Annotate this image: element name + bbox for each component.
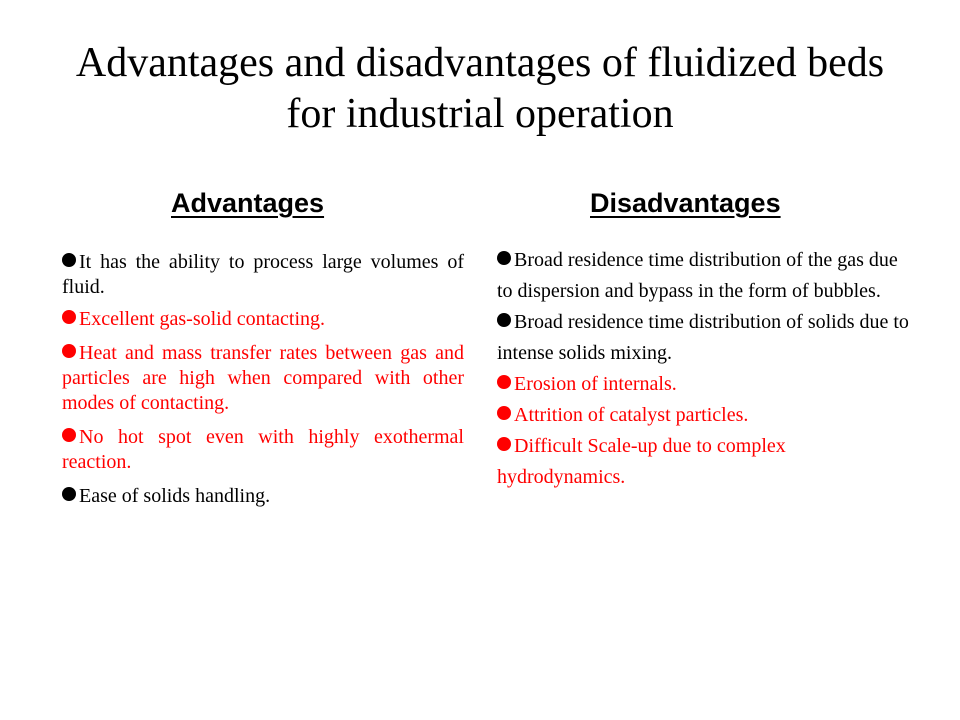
- advantage-item-text: It has the ability to process large volumes of fluid.: [62, 251, 464, 298]
- advantage-item: [62, 425, 464, 475]
- disadvantage-item-text: Attrition of catalyst particles.: [514, 404, 749, 426]
- disadvantage-item: [497, 369, 917, 400]
- bullet-icon: [497, 375, 511, 389]
- advantage-item-text: No hot spot even with highly exothermal reaction.: [62, 426, 464, 473]
- advantages-heading: Advantages: [171, 188, 325, 218]
- advantage-item: [62, 250, 464, 300]
- bullet-icon: [497, 313, 511, 327]
- slide-title-line-2: for industrial operation: [286, 91, 674, 137]
- slide-title: [40, 38, 920, 140]
- disadvantage-item: [497, 307, 917, 369]
- advantage-item-text: Heat and mass transfer rates between gas and particles are high when compared with other modes of contacting.: [62, 342, 464, 414]
- slide-title-line-1: Advantages and disadvantages of fluidized beds: [75, 40, 885, 86]
- disadvantages-list: [497, 245, 917, 493]
- disadvantage-item-text: Erosion of internals.: [514, 373, 677, 395]
- disadvantage-item-text: Broad residence time distribution of the gas due to dispersion and bypass in the form of bubbles.: [497, 249, 898, 302]
- advantage-item-text: Ease of solids handling.: [79, 485, 271, 507]
- bullet-icon: [497, 406, 511, 420]
- disadvantage-item-text: Difficult Scale-up due to complex hydrodynamics.: [497, 435, 786, 488]
- advantage-item-text: Excellent gas-solid contacting.: [79, 308, 326, 330]
- disadvantages-heading: Disadvantages: [590, 188, 781, 218]
- bullet-icon: [62, 253, 76, 267]
- advantage-item: [62, 307, 464, 332]
- disadvantage-item-text: Broad residence time distribution of solids due to intense solids mixing.: [497, 311, 909, 364]
- disadvantage-item: [497, 431, 917, 493]
- disadvantage-item: [497, 245, 917, 307]
- disadvantage-item: [497, 400, 917, 431]
- bullet-icon: [62, 487, 76, 501]
- advantage-item: [62, 484, 464, 509]
- bullet-icon: [497, 437, 511, 451]
- bullet-icon: [62, 310, 76, 324]
- bullet-icon: [497, 251, 511, 265]
- bullet-icon: [62, 344, 76, 358]
- advantage-item: [62, 341, 464, 416]
- advantages-list: [62, 250, 464, 517]
- bullet-icon: [62, 428, 76, 442]
